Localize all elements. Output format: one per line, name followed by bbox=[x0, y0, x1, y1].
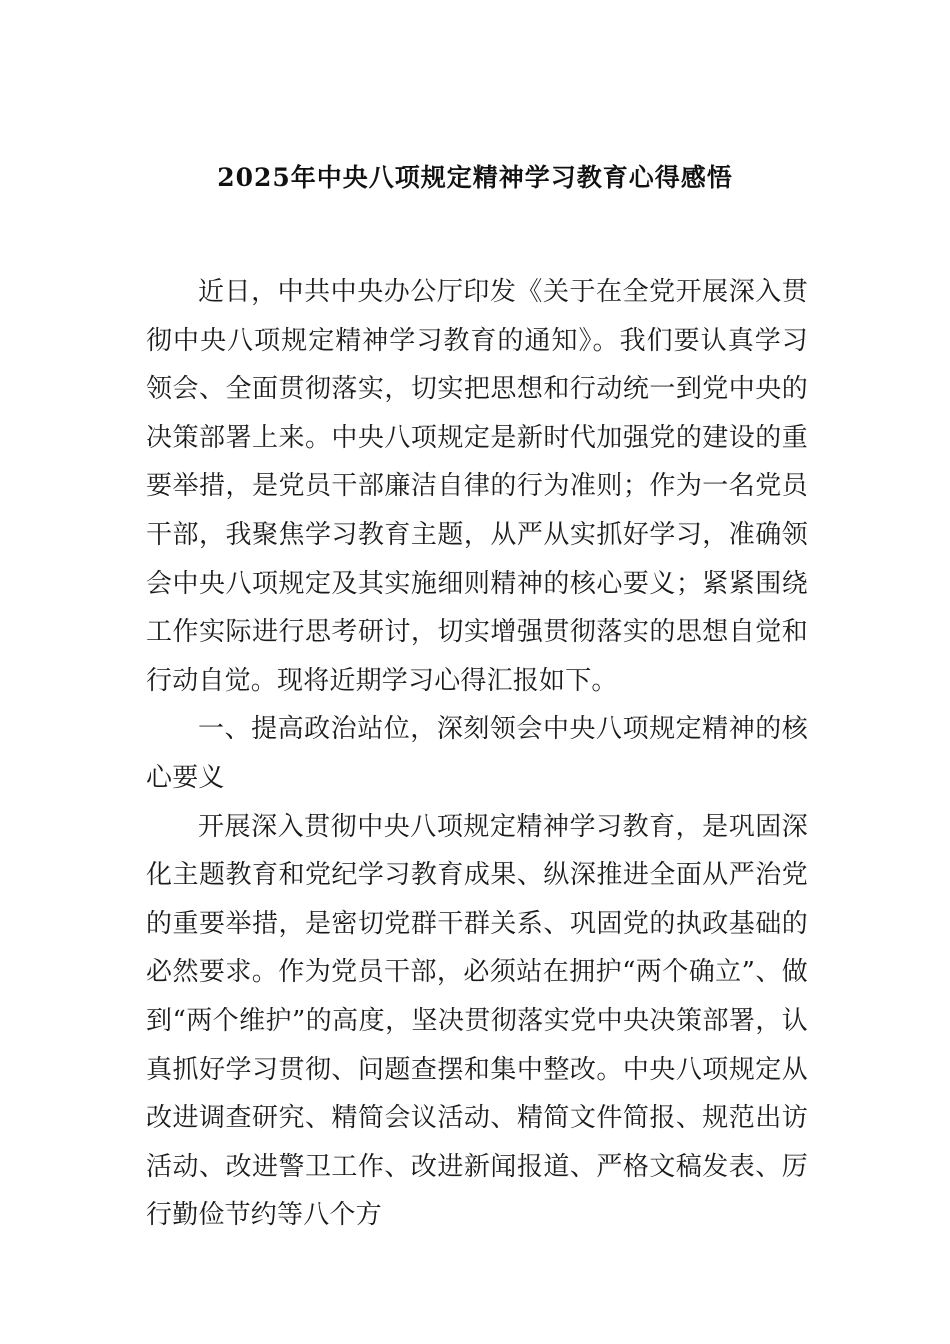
paragraph-section-1: 开展深入贯彻中央八项规定精神学习教育，是巩固深化主题教育和党纪学习教育成果、纵深推进全面从严治党的重要举措，是密切党群干群关系、巩固党的执政基础的必然要求。作为党员干部，必须站在拥护“两个确立”、做到“两个维护”的高度，坚决贯彻落实党中央决策部署，认真抓好学习贯彻、问题查摆和集中整改。中央八项规定从改进调查研究、精简会议活动、精简文件简报、规范出访活动、改进警卫工作、改进新闻报道、严格文稿发表、厉行勤俭节约等八个方 bbox=[146, 811, 808, 1231]
paragraph-intro: 近日，中共中央办公厅印发《关于在全党开展深入贯彻中央八项规定精神学习教育的通知》。我们要认真学习领会、全面贯彻落实，切实把思想和行动统一到党中央的决策部署上来。中央八项规定是新时代加强党的建设的重要举措，是党员干部廉洁自律的行为准则；作为一名党员干部，我聚焦学习教育主题，从严从实抓好学习，准确领会中央八项规定及其实施细则精神的核心要义；紧紧围绕工作实际进行思考研讨，切实增强贯彻落实的思想自觉和行动自觉。现将近期学习心得汇报如下。 bbox=[146, 277, 808, 696]
document-title: 2025年中央八项规定精神学习教育心得感悟 bbox=[217, 163, 733, 192]
document-body bbox=[146, 268, 808, 1240]
section-heading-1: 一、提高政治站位，深刻领会中央八项规定精神的核心要义 bbox=[146, 714, 808, 793]
